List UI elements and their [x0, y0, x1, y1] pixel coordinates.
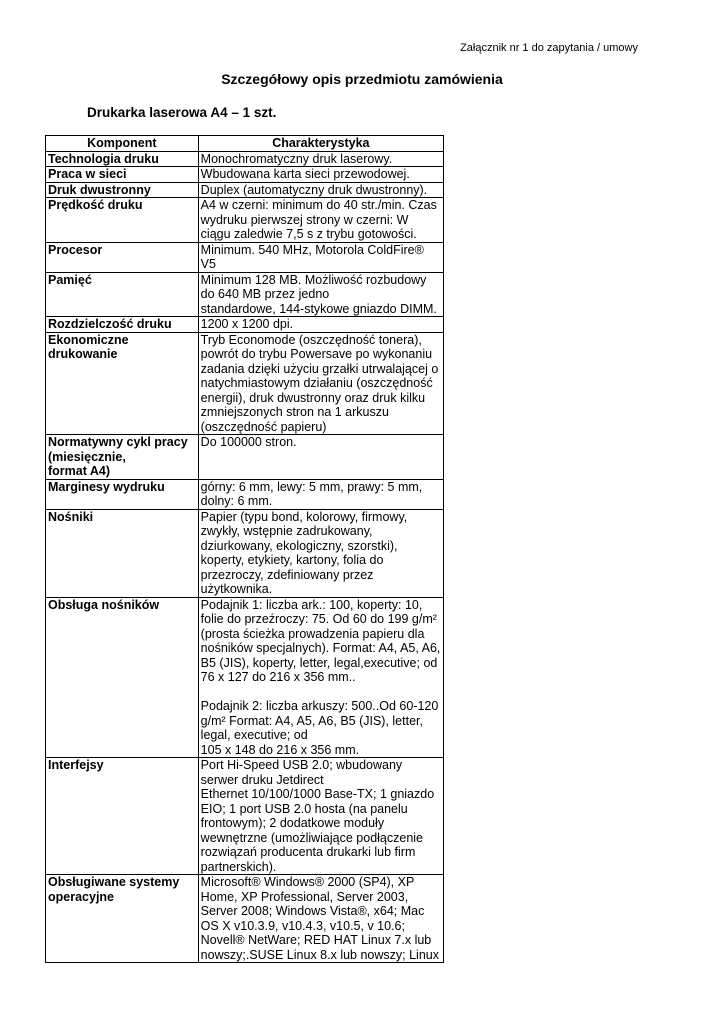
- component-cell: Nośniki: [46, 509, 199, 597]
- component-cell: Praca w sieci: [46, 167, 199, 183]
- spec-cell: Papier (typu bond, kolorowy, firmowy, zwykły, wstępnie zadrukowany, dziurkowany, ekologiczny, szorstki), koperty, etykiety, kartony, folia do przezroczy, zdefiniowany przez użytkownika.: [198, 509, 443, 597]
- spec-cell: 1200 x 1200 dpi.: [198, 317, 443, 333]
- document-subtitle: Drukarka laserowa A4 – 1 szt.: [87, 105, 277, 120]
- table-row: [46, 875, 444, 963]
- spec-cell: Microsoft® Windows® 2000 (SP4), XP Home, XP Professional, Server 2003, Server 2008; Windows Vista®, x64; Mac OS X v10.3.9, v10.4.3, v10.5, v 10.6; Novell® NetWare; RED HAT Linux 7.x lub nowszy;.SUSE Linux 8.x lub nowszy; Linux: [198, 875, 443, 963]
- table-row: [46, 167, 444, 183]
- component-cell: Prędkość druku: [46, 198, 199, 243]
- annex-reference: Załącznik nr 1 do zapytania / umowy: [460, 42, 638, 54]
- component-cell: Obsługa nośników: [46, 597, 199, 758]
- component-cell: Rozdzielczość druku: [46, 317, 199, 333]
- spec-cell: Tryb Economode (oszczędność tonera), powrót do trybu Powersave po wykonaniu zadania dzięki użyciu grzałki utrwalającej o natychmiastowym działaniu (oszczędność energii), druk dwustronny oraz druk kilku zmniejszonych stron na 1 arkuszu (oszczędność papieru): [198, 332, 443, 435]
- table-row: [46, 597, 444, 758]
- table-row: [46, 758, 444, 875]
- spec-cell: Minimum. 540 MHz, Motorola ColdFire® V5: [198, 242, 443, 272]
- spec-cell: Port Hi-Speed USB 2.0; wbudowany serwer druku Jetdirect Ethernet 10/100/1000 Base-TX; 1 gniazdo EIO; 1 port USB 2.0 hosta (na panelu frontowym); 2 dodatkowe moduły wewnętrzne (umożliwiające podłączenie rozwiązań producenta drukarki lub firm partnerskich).: [198, 758, 443, 875]
- component-cell: Obsługiwane systemy operacyjne: [46, 875, 199, 963]
- table-row: [46, 182, 444, 198]
- spec-cell: Minimum 128 MB. Możliwość rozbudowy do 640 MB przez jedno standardowe, 144-stykowe gniazdo DIMM.: [198, 272, 443, 317]
- table-row: [46, 509, 444, 597]
- table-row: [46, 435, 444, 480]
- spec-cell: Monochromatyczny druk laserowy.: [198, 151, 443, 167]
- spec-cell: Do 100000 stron.: [198, 435, 443, 480]
- table-row: [46, 151, 444, 167]
- header-characteristics: Charakterystyka: [198, 136, 443, 152]
- component-cell: Normatywny cykl pracy (miesięcznie, format A4): [46, 435, 199, 480]
- spec-cell: Wbudowana karta sieci przewodowej.: [198, 167, 443, 183]
- table-row: [46, 198, 444, 243]
- header-component: Komponent: [46, 136, 199, 152]
- component-cell: Ekonomiczne drukowanie: [46, 332, 199, 435]
- document-title: Szczegółowy opis przedmiotu zamówienia: [221, 71, 503, 87]
- spec-cell: Duplex (automatyczny druk dwustronny).: [198, 182, 443, 198]
- table-row: [46, 242, 444, 272]
- component-cell: Pamięć: [46, 272, 199, 317]
- table-row: [46, 479, 444, 509]
- spec-cell: górny: 6 mm, lewy: 5 mm, prawy: 5 mm, dolny: 6 mm.: [198, 479, 443, 509]
- spec-cell: Podajnik 1: liczba ark.: 100, koperty: 10, folie do przeźroczy: 75. Od 60 do 199 g/m² (prosta ścieżka prowadzenia papieru dla nośników specjalnych). Format: A4, A5, A6, B5 (JIS), koperty, letter, legal,executive; od 76 x 127 do 216 x 356 mm.. Podajnik 2: liczba arkuszy: 500..Od 60-120 g/m² Format: A4, A5, A6, B5 (JIS), letter, legal, executive; od 105 x 148 do 216 x 356 mm.: [198, 597, 443, 758]
- component-cell: Procesor: [46, 242, 199, 272]
- component-cell: Technologia druku: [46, 151, 199, 167]
- table-row: [46, 332, 444, 435]
- table-row: [46, 272, 444, 317]
- specification-table: [45, 135, 444, 963]
- component-cell: Marginesy wydruku: [46, 479, 199, 509]
- table-header-row: [46, 136, 444, 152]
- spec-cell: A4 w czerni: minimum do 40 str./min. Czas wydruku pierwszej strony w czerni: W ciągu zaledwie 7,5 s z trybu gotowości.: [198, 198, 443, 243]
- table-row: [46, 317, 444, 333]
- component-cell: Druk dwustronny: [46, 182, 199, 198]
- component-cell: Interfejsy: [46, 758, 199, 875]
